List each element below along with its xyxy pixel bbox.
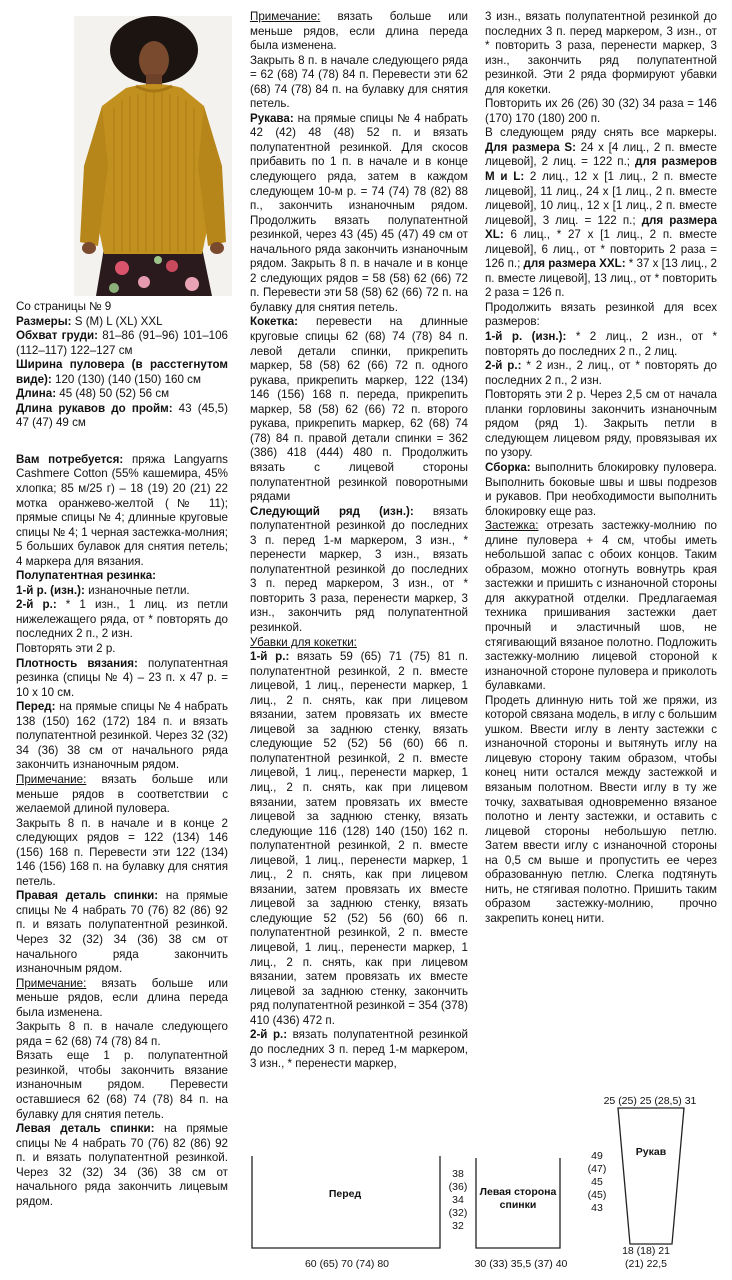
sleeve-bottom-width: 18 (18) 21 (21) 22,5 — [622, 1245, 670, 1270]
sleeve-length: Длина рукавов до пройм: 43 (45,5) 47 (47) 49 см — [16, 401, 228, 430]
back-label: Левая сторона спинки — [479, 1186, 557, 1211]
column-1 — [16, 300, 228, 1209]
rib2-row1: 1-й р. (изн.): * 2 лиц., 2 изн., от * повторять до последних 2 п., 2 лиц. — [485, 330, 717, 358]
yoke: Кокетка: перевести на длинные круговые спицы 62 (68) 74 (78) 84 п. левой детали спинки, прикрепить маркер, 58 (58) 62 (66) 72 п. одного рукава, прикрепить маркер, 122 (134) 146 (156) 168 п. переда, прикрепить маркер, 58 (58) 62 (66) 72 п. второго рукава, прикрепить маркер, 62 (68) 74 (78) 84 п. правой детали спинки = 362 (386) 418 (444) 480 п. Продолжить вязать с лицевой стороны полупатентной резинкой поворотными рядами — [250, 315, 468, 504]
rib2-row2: 2-й р.: * 2 изн., 2 лиц., от * повторять до последних 2 п., 2 изн. — [485, 359, 717, 387]
right-back-bind: Закрыть 8 п. в начале следующего ряда = 62 (68) 74 (78) 84 п. — [16, 1020, 228, 1048]
left-back-bind: Закрыть 8 п. в начале следующего ряда = 62 (68) 74 (78) 84 п. Перевести эти 62 (68) 74 (78) 84 п. на булавку для снятия петель. — [250, 53, 468, 111]
yoke-repeat: Повторить их 26 (26) 30 (32) 34 раза = 146 (170) 170 (180) 200 п. — [485, 97, 717, 125]
front-height: 38 (36) 34 (32) 32 — [448, 1168, 468, 1232]
left-back-note: Примечание: вязать больше или меньше рядов, если длина переда была изменена. — [250, 10, 468, 53]
assembly: Сборка: выполнить блокировку пуловера. Выполнить боковые швы и швы подрезов и рукавов. При необходимости выполнить блокировку еще раз. — [485, 460, 717, 518]
rib-heading: Полупатентная резинка: — [16, 569, 157, 583]
next-row: Следующий ряд (изн.): вязать полупатентной резинкой до последних 3 п. перед 1-м маркером, 3 изн., * перенести маркер, 3 изн., вязать полупатентной резинкой до последних 3 п. перед маркером, 3 изн., от * повторить 3 раза, перенести маркер, 3 изн., закончить ряд полупатентной резинкой. — [250, 504, 468, 634]
column-3 — [485, 10, 717, 926]
yoke-decreases-heading: Убавки для кокетки: — [250, 635, 357, 649]
yoke-row1: 1-й р.: вязать 59 (65) 71 (75) 81 п. полупатентной резинкой, 2 п. вместе лицевой, 1 лиц., перенести маркер, 1 лиц., 2 п. снять, как при лицевом вязании, затем провязать их вместе лицевой за заднюю стенку, вязать следующие 52 (52) 56 (60) 66 п. полупатентной резинкой, 2 п. вместе лицевой, 1 лиц., перенести маркер, 1 лиц., 2 п. снять, как при лицевом вязании, затем провязать их вместе лицевой за заднюю стенку, вязать следующие 116 (128) 140 (150) 162 п. полупатентной резинкой, 2 п. вместе лицевой, 1 лиц., перенести маркер, 1 лиц., 2 п. снять, как при лицевом вязании, затем провязать их вместе лицевой за заднюю стенку, вязать следующие 52 (52) 56 (60) 66 п. полупатентной резинкой, 2 п. вместе лицевой, 1 лиц., перенести маркер, 1 лиц., 2 п. снять, как при лицевом вязании, затем провязать их вместе лицевой за заднюю стенку, закончить ряд полупатентной резинкой = 354 (378) 410 (436) 472 п. — [250, 650, 468, 1027]
chest: Обхват груди: 81–86 (91–96) 101–106 (112–117) 122–127 см — [16, 329, 228, 357]
zipper-sewing: Продеть длинную нить той же пряжи, из которой связана модель, в иглу с большим ушком. Ввести иглу в ленту застежки с изнаночной стороны и вытянуть иглу на лицевую сторону таким образом, чтобы конец нити остался между застежкой и вязаным полотном. Ввести иглу в ту же точку, захватывая одновременно вязаное полотно и ленту застежки, и оставить с лицевой стороны небольшую петлю. Затем ввести иглу с изнаночной стороны на 0,5 см выше и пропустить ее через образованную петлю. Слегка подтянуть нить, не стягивая полотно. Пришить таким образом застежку-молнию, прочно закрепить конец нити. — [485, 693, 717, 925]
sleeve-height: 49 (47) 45 (45) 43 — [587, 1150, 607, 1214]
sleeves: Рукава: на прямые спицы № 4 набрать 42 (42) 48 (48) 52 п. и вязать полупатентной резинкой. Для скосов прибавить по 1 п. в начале и в конце следующего ряда, затем в каждом следующем 10-м р. = 74 (74) 78 (82) 88 п., закончить изнаночным рядом. Продолжить вязать полупатентной резинкой, через 43 (45) 45 (47) 49 см от начального ряда закончить изнаночным рядом. Закрыть 8 п. в начале и в конце 2 следующих рядов = 58 (58) 62 (66) 72 п. Перевести эти 58 (58) 62 (66) 72 п. на булавку для снятия петель. — [250, 111, 468, 314]
model-photo — [74, 16, 232, 296]
rib-row1: 1-й р. (изн.): изнаночные петли. — [16, 583, 190, 597]
front-instructions: Перед: на прямые спицы № 4 набрать 138 (150) 162 (172) 184 п. и вязать полупатентной резинкой. Через 32 (32) 34 (36) 38 см от начального ряда закончить изнаночным рядом. — [16, 700, 228, 772]
width: Ширина пуловера (в расстегнутом виде): 120 (130) (140 (150) 160 см — [16, 358, 228, 386]
front-note: Примечание: вязать больше или меньше рядов в соответствии с желаемой длиной пуловера. — [16, 772, 228, 816]
source-note: Со страницы № 9 — [16, 300, 112, 313]
sleeve-schematic — [618, 1108, 684, 1244]
front-schematic — [252, 1156, 440, 1248]
sweater-illustration — [74, 16, 232, 296]
right-back: Правая деталь спинки: на прямые спицы № 4 набрать 70 (76) 82 (86) 92 п. и вязать полупатентной резинкой. Через 32 (32) 34 (36) 38 см от начального ряда закончить изнаночным рядом. — [16, 889, 228, 976]
rib-repeat: Повторять эти 2 р. — [16, 642, 116, 656]
sizes: Размеры: S (M) L (XL) XXL — [16, 314, 163, 328]
size-decreases: В следующем ряду снять все маркеры. Для размера S: 24 х [4 лиц., 2 п. вместе лицевой], 2 лиц. = 122 п.; для размеров M и L: 2 лиц., 12 х [1 лиц., 2 п. вместе лицевой], 11 лиц., 24 х [1 лиц., 2 п. вместе лицевой], 10 лиц., 12 х [1 лиц., 2 п. вместе лицевой], 3 лиц. = 122 п.; для размера XL: 6 лиц., * 27 х [1 лиц., 2 п. вместе лицевой], 6 лиц., от * повторить 2 раза = 126 п.; для размера XXL: * 37 х [13 лиц., 2 п. вместе лицевой], 13 лиц., от * повторить 2 раза = 126 п. — [485, 126, 718, 300]
sleeve-top-width: 25 (25) 25 (28,5) 31 — [603, 1095, 697, 1107]
zipper: Застежка: отрезать застежку-молнию по длине пуловера + 4 см, чтобы иметь небольшой запас с обоих концов. Таким образом, можно отогнуть вовнутрь края застежки и пришить с изнаночной стороны для аккуратной отделки. Предлагаемая техника пришивания застежки дает прочный и эластичный шов, не стягивающий вязаное полотно. Подложить застежку-молнию лицевой стороной к изнаночной стороне пуловера и приколоть булавками. — [485, 519, 717, 693]
length: Длина: 45 (48) 50 (52) 56 см — [16, 387, 170, 401]
front-bind-off: Закрыть 8 п. в начале и в конце 2 следующих рядов = 122 (134) 146 (156) 168 п. Перевести эти 122 (134) 146 (156) 168 п. на булавку для снятия петель. — [16, 816, 228, 888]
right-back-finish: Вязать еще 1 р. полупатентной резинкой, чтобы закончить вязание изнаночным рядом. Перевести оставшиеся 62 (68) 74 (78) 84 п. на булавку для снятия петель. — [16, 1049, 228, 1121]
yoke-row2-cont: 3 изн., вязать полупатентной резинкой до последних 3 п. перед маркером, 3 изн., от * повторить 3 раза, перенести маркер, 3 изн., закончить ряд полупатентной резинкой. Эти 2 ряда формируют убавки для кокетки. — [485, 10, 717, 96]
rib-row2: 2-й р.: * 1 изн., 1 лиц. из петли нижележащего ряда, от * повторять до последних 2 п., 2 изн. — [16, 598, 228, 641]
right-back-note: Примечание: вязать больше или меньше рядов, если длина переда была изменена. — [16, 976, 228, 1019]
materials: Вам потребуется: пряжа Langyarns Cashmere Cotton (55% кашемира, 45% хлопка; 85 м/25 г) – 18 (19) 20 (21) 22 мотка оранжево-желтой (№ 11); прямые спицы № 4; длинные круговые спицы № 4; 1 черная застежка-молния; 5 больших булавок для снятия петель; 4 маркера для вязания. — [16, 452, 229, 568]
left-back: Левая деталь спинки: на прямые спицы № 4 набрать 70 (76) 82 (86) 92 п. и вязать полупатентной резинкой. Через 32 (32) 34 (36) 38 см от начального ряда закончить лицевым рядом. — [16, 1122, 228, 1208]
front-label: Перед — [328, 1188, 362, 1200]
column-2 — [250, 10, 468, 1072]
gauge: Плотность вязания: полупатентная резинка (спицы № 4) – 23 п. х 47 р. = 10 х 10 см. — [16, 656, 228, 699]
rib-all-sizes: Продолжить вязать резинкой для всех размеров: — [485, 300, 717, 329]
back-width: 30 (33) 35,5 (37) 40 — [474, 1258, 568, 1270]
neckband: Повторять эти 2 р. Через 2,5 см от начала планки горловины закончить изнаночным рядом (ряд 1). Закрыть петли в следующем лицевом ряду, провязывая их по узору. — [485, 388, 717, 460]
sleeve-label: Рукав — [635, 1146, 667, 1158]
yoke-row2: 2-й р.: вязать полупатентной резинкой до последних 3 п. перед 1-м маркером, 3 изн., * перенести маркер, — [250, 1028, 468, 1071]
front-width: 60 (65) 70 (74) 80 — [304, 1258, 390, 1270]
